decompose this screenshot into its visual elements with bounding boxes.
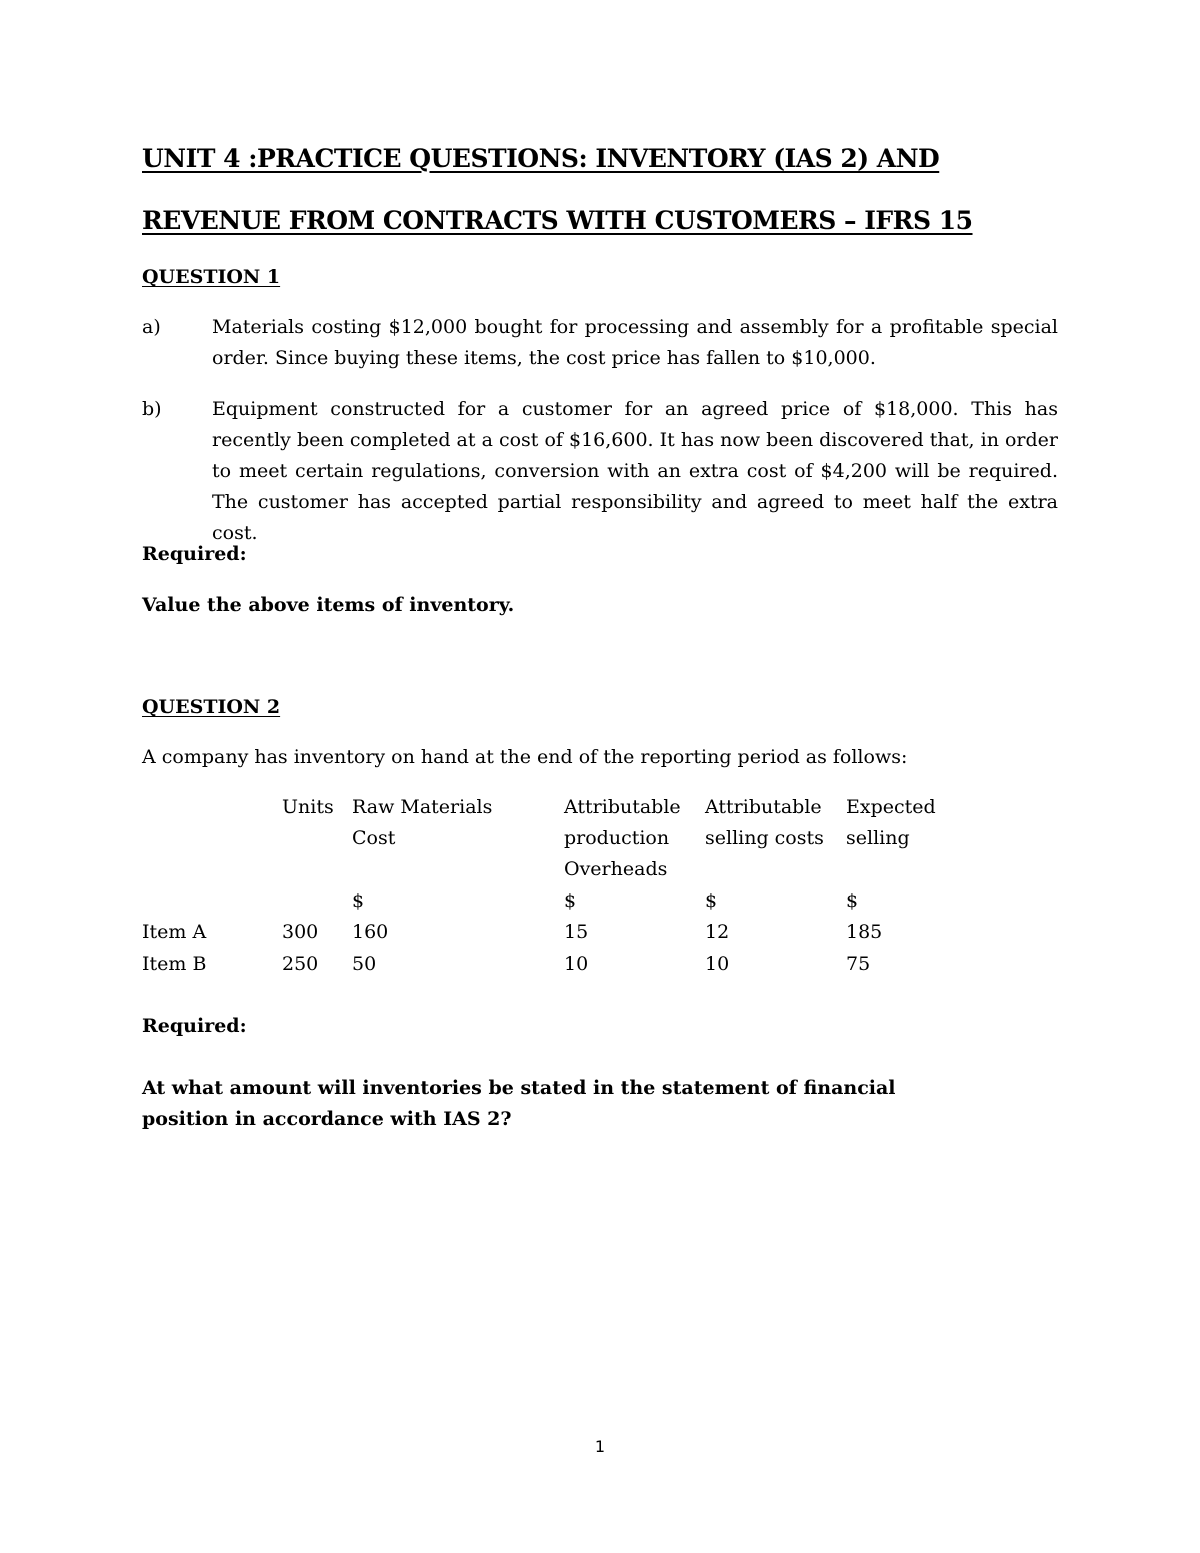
table-cell: 160 — [352, 921, 389, 943]
table-header-units: Units — [282, 796, 334, 818]
table-cell: 10 — [564, 953, 589, 975]
table-cell: 250 — [282, 953, 319, 975]
table-cell: 15 — [564, 921, 589, 943]
question-1-item-a-text: Materials costing $12,000 bought for processing and assembly for a profitable special order. Since buying these items, the cost price has fallen to $10,000. — [212, 316, 1058, 369]
table-cell: 75 — [846, 953, 871, 975]
table-cell: 10 — [705, 953, 730, 975]
question-1-heading: QUESTION 1 — [142, 266, 281, 288]
table-row-label: Item B — [142, 953, 207, 975]
table-cell: 50 — [352, 953, 377, 975]
question-1-item-b-label: b) — [142, 398, 162, 420]
question-2-heading: QUESTION 2 — [142, 696, 281, 718]
table-header-expected-selling: Expected — [846, 796, 936, 818]
table-cell: 185 — [846, 921, 883, 943]
table-header-raw-materials-line-2: Cost — [352, 827, 396, 849]
table-header-raw-materials: Raw Materials — [352, 796, 493, 818]
table-header-overheads: Attributable — [564, 796, 681, 818]
table-header-overheads-line-2: production — [564, 827, 670, 849]
question-1-required-label: Required: — [142, 543, 247, 565]
table-currency-selling-costs: $ — [705, 890, 718, 912]
table-cell: 12 — [705, 921, 730, 943]
document-title-line-1: UNIT 4 :PRACTICE QUESTIONS: INVENTORY (IAS 2) AND — [142, 144, 940, 173]
table-currency-expected-selling: $ — [846, 890, 859, 912]
document-title-line-2: REVENUE FROM CONTRACTS WITH CUSTOMERS – IFRS 15 — [142, 206, 973, 235]
question-2-required-label: Required: — [142, 1015, 247, 1037]
table-currency-raw-materials: $ — [352, 890, 365, 912]
table-header-expected-selling-line-2: selling — [846, 827, 910, 849]
table-row-label: Item A — [142, 921, 207, 943]
table-header-selling-costs-line-2: selling costs — [705, 827, 824, 849]
table-currency-overheads: $ — [564, 890, 577, 912]
question-1-required-text: Value the above items of inventory. — [142, 594, 515, 616]
table-header-selling-costs: Attributable — [705, 796, 822, 818]
table-header-overheads-line-3: Overheads — [564, 858, 668, 880]
table-cell: 300 — [282, 921, 319, 943]
question-2-required-text: At what amount will inventories be stated in the statement of financial position in accordance with IAS 2? — [142, 1077, 896, 1130]
question-1-item-a-label: a) — [142, 316, 161, 338]
question-1-item-b-text: Equipment constructed for a customer for an agreed price of $18,000. This has recently been completed at a cost of $16,600. It has now been discovered that, in order to meet certain regulations, conversion with an extra cost of $4,200 will be required. The customer has accepted partial responsibility and agreed to meet half the extra cost. — [212, 398, 1058, 544]
question-2-intro: A company has inventory on hand at the end of the reporting period as follows: — [142, 746, 908, 768]
page-number: 1 — [594, 1437, 606, 1456]
